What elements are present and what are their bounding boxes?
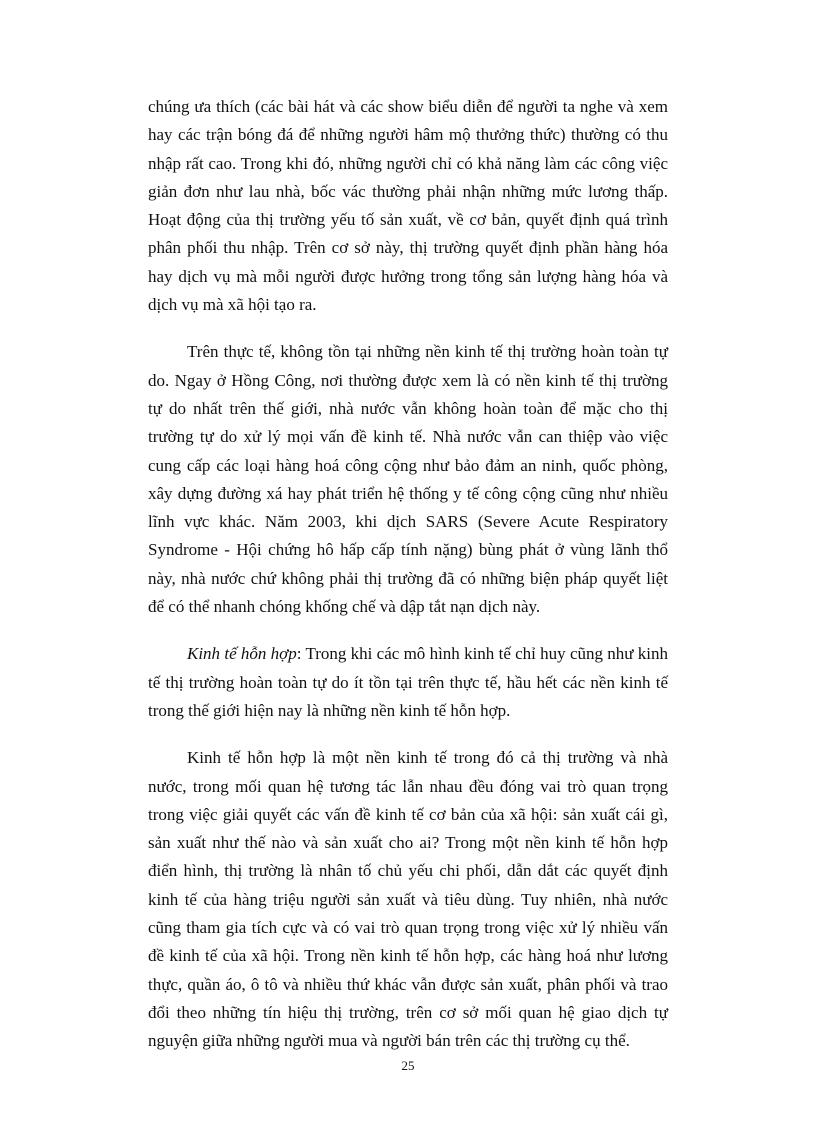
italic-term: Kinh tế hỗn hợp <box>187 644 297 664</box>
body-text <box>148 93 668 1075</box>
paragraph-text: : Trong khi các mô hình kinh tế chỉ huy cũng như kinh tế thị trường hoàn toàn tự do ít tồn tại trên thực tế, hầu hết các nền kinh tế trong thế giới hiện nay là những nền kinh tế hỗn hợp. <box>148 644 668 720</box>
paragraph-text: Trên thực tế, không tồn tại những nền kinh tế thị trường hoàn toàn tự do. Ngay ở Hồng Công, nơi thường được xem là có nền kinh tế thị trường tự do nhất trên thế giới, nhà nước vẫn không hoàn toàn để mặc cho thị trường tự do xử lý mọi vấn đề kinh tế. Nhà nước vẫn can thiệp vào việc cung cấp các loại hàng hoá công cộng như bảo đảm an ninh, quốc phòng, xây dựng đường xá hay phát triển hệ thống y tế công cộng cũng như nhiều lĩnh vực khác. Năm 2003, khi dịch SARS (Severe Acute Respiratory Syndrome - Hội chứng hô hấp cấp tính nặng) bùng phát ở vùng lãnh thổ này, nhà nước chứ không phải thị trường đã có những biện pháp quyết liệt để có thể nhanh chóng khống chế và dập tắt nạn dịch này. <box>148 342 668 617</box>
paragraph-mixed-economy-definition <box>148 640 668 725</box>
paragraph-continuation <box>148 93 668 319</box>
paragraph-mixed-economy-detail <box>148 744 668 1055</box>
paragraph-text: Kinh tế hỗn hợp là một nền kinh tế trong đó cả thị trường và nhà nước, trong mối quan hệ tương tác lẫn nhau đều đóng vai trò quan trọng trong việc giải quyết các vấn đề kinh tế cơ bản của xã hội: sản xuất cái gì, sản xuất như thế nào và sản xuất cho ai? Trong một nền kinh tế hỗn hợp điển hình, thị trường là nhân tố chủ yếu chi phối, dẫn dắt các quyết định kinh tế của hàng triệu người sản xuất và tiêu dùng. Tuy nhiên, nhà nước cũng tham gia tích cực và có vai trò quan trọng trong việc xử lý nhiều vấn đề kinh tế của xã hội. Trong nền kinh tế hỗn hợp, các hàng hoá như lương thực, quần áo, ô tô và nhiều thứ khác vẫn được sản xuất, phân phối và trao đổi theo những tín hiệu thị trường, trên cơ sở mối quan hệ giao dịch tự nguyện giữa những người mua và người bán trên các thị trường cụ thể. <box>148 748 668 1051</box>
page-number: 25 <box>401 1058 415 1073</box>
paragraph-hong-kong <box>148 338 668 621</box>
paragraph-text: chúng ưa thích (các bài hát và các show biểu diễn để người ta nghe và xem hay các trận bóng đá để những người hâm mộ thưởng thức) thường có thu nhập rất cao. Trong khi đó, những người chỉ có khả năng làm các công việc giản đơn như lau nhà, bốc vác thường phải nhận những mức lương thấp. Hoạt động của thị trường yếu tố sản xuất, về cơ bản, quyết định quá trình phân phối thu nhập. Trên cơ sở này, thị trường quyết định phần hàng hóa hay dịch vụ mà mỗi người được hưởng trong tổng sản lượng hàng hóa và dịch vụ mà xã hội tạo ra. <box>148 97 668 315</box>
